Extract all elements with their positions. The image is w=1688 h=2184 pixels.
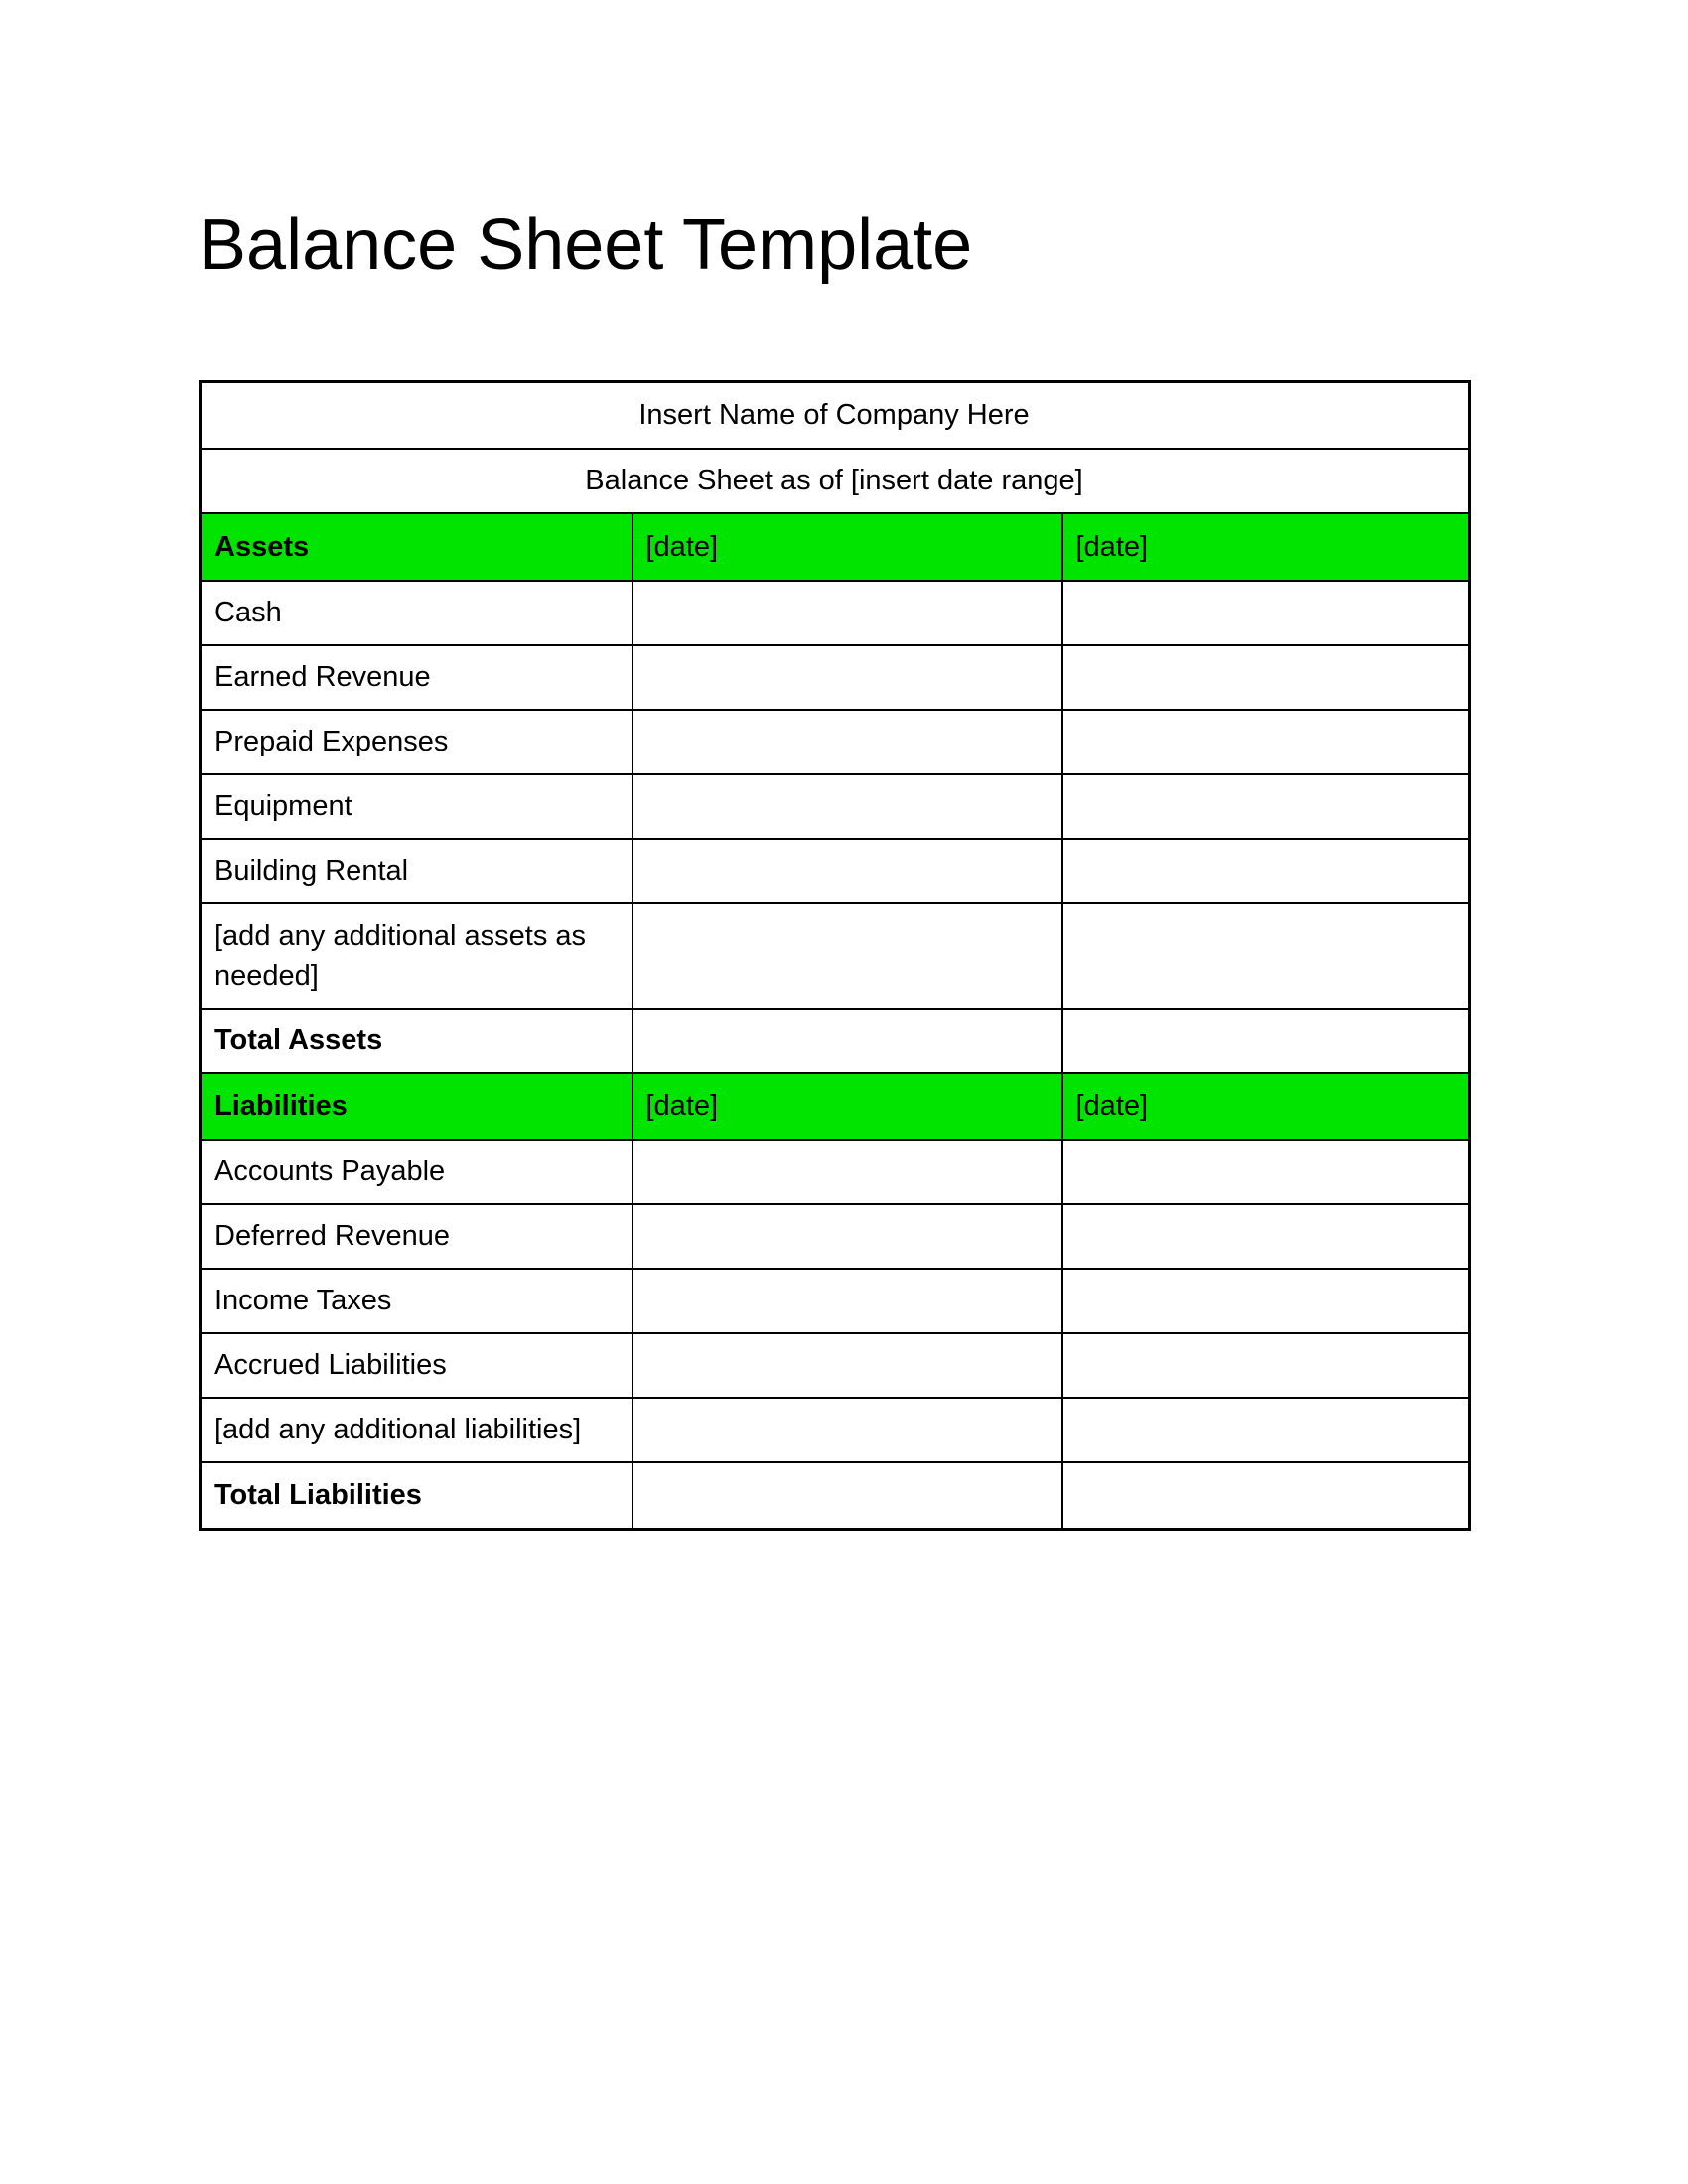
total-assets-value-cell[interactable] <box>1062 1009 1470 1073</box>
row-additional-liabilities <box>201 1398 1470 1462</box>
liability-value-cell[interactable] <box>1062 1333 1470 1398</box>
total-liabilities-value-cell[interactable] <box>1062 1462 1470 1530</box>
asset-label: Cash <box>201 581 633 645</box>
asset-value-cell[interactable] <box>633 839 1062 903</box>
liability-value-cell[interactable] <box>1062 1269 1470 1333</box>
total-liabilities-label: Total Liabilities <box>201 1462 633 1530</box>
asset-value-cell[interactable] <box>1062 839 1470 903</box>
liabilities-date-placeholder-2[interactable]: [date] <box>1062 1073 1470 1140</box>
asset-label: Building Rental <box>201 839 633 903</box>
assets-header-row <box>201 513 1470 581</box>
liability-value-cell[interactable] <box>633 1140 1062 1204</box>
total-assets-value-cell[interactable] <box>633 1009 1062 1073</box>
asset-label: Prepaid Expenses <box>201 710 633 774</box>
asset-label: Equipment <box>201 774 633 839</box>
row-accounts-payable <box>201 1140 1470 1204</box>
liability-value-cell[interactable] <box>633 1269 1062 1333</box>
company-name-placeholder[interactable]: Insert Name of Company Here <box>201 382 1470 449</box>
liability-value-cell[interactable] <box>633 1333 1062 1398</box>
liability-value-cell[interactable] <box>1062 1398 1470 1462</box>
liability-value-cell[interactable] <box>1062 1204 1470 1269</box>
row-income-taxes <box>201 1269 1470 1333</box>
liability-label: Income Taxes <box>201 1269 633 1333</box>
page-title: Balance Sheet Template <box>199 205 973 285</box>
subtitle-placeholder[interactable]: Balance Sheet as of [insert date range] <box>201 449 1470 513</box>
asset-value-cell[interactable] <box>633 903 1062 1009</box>
additional-assets-placeholder[interactable]: [add any additional assets as needed] <box>201 903 633 1009</box>
assets-date-placeholder-1[interactable]: [date] <box>633 513 1062 581</box>
row-equipment <box>201 774 1470 839</box>
liability-value-cell[interactable] <box>1062 1140 1470 1204</box>
asset-value-cell[interactable] <box>633 710 1062 774</box>
liability-label: Deferred Revenue <box>201 1204 633 1269</box>
liability-value-cell[interactable] <box>633 1204 1062 1269</box>
total-assets-label: Total Assets <box>201 1009 633 1073</box>
assets-section-label: Assets <box>201 513 633 581</box>
liabilities-section-label: Liabilities <box>201 1073 633 1140</box>
row-earned-revenue <box>201 645 1470 710</box>
asset-label: Earned Revenue <box>201 645 633 710</box>
liabilities-date-placeholder-1[interactable]: [date] <box>633 1073 1062 1140</box>
asset-value-cell[interactable] <box>1062 581 1470 645</box>
subtitle-row <box>201 449 1470 513</box>
asset-value-cell[interactable] <box>1062 903 1470 1009</box>
additional-liabilities-placeholder[interactable]: [add any additional liabilities] <box>201 1398 633 1462</box>
asset-value-cell[interactable] <box>1062 774 1470 839</box>
asset-value-cell[interactable] <box>1062 710 1470 774</box>
company-name-row <box>201 382 1470 449</box>
liability-value-cell[interactable] <box>633 1398 1062 1462</box>
asset-value-cell[interactable] <box>633 774 1062 839</box>
liabilities-header-row <box>201 1073 1470 1140</box>
row-prepaid-expenses <box>201 710 1470 774</box>
assets-date-placeholder-2[interactable]: [date] <box>1062 513 1470 581</box>
row-additional-assets <box>201 903 1470 1009</box>
row-deferred-revenue <box>201 1204 1470 1269</box>
asset-value-cell[interactable] <box>633 581 1062 645</box>
balance-sheet-table <box>199 380 1471 1531</box>
row-accrued-liabilities <box>201 1333 1470 1398</box>
row-building-rental <box>201 839 1470 903</box>
row-total-liabilities <box>201 1462 1470 1530</box>
asset-value-cell[interactable] <box>1062 645 1470 710</box>
liability-label: Accounts Payable <box>201 1140 633 1204</box>
row-cash <box>201 581 1470 645</box>
asset-value-cell[interactable] <box>633 645 1062 710</box>
liability-label: Accrued Liabilities <box>201 1333 633 1398</box>
total-liabilities-value-cell[interactable] <box>633 1462 1062 1530</box>
row-total-assets <box>201 1009 1470 1073</box>
